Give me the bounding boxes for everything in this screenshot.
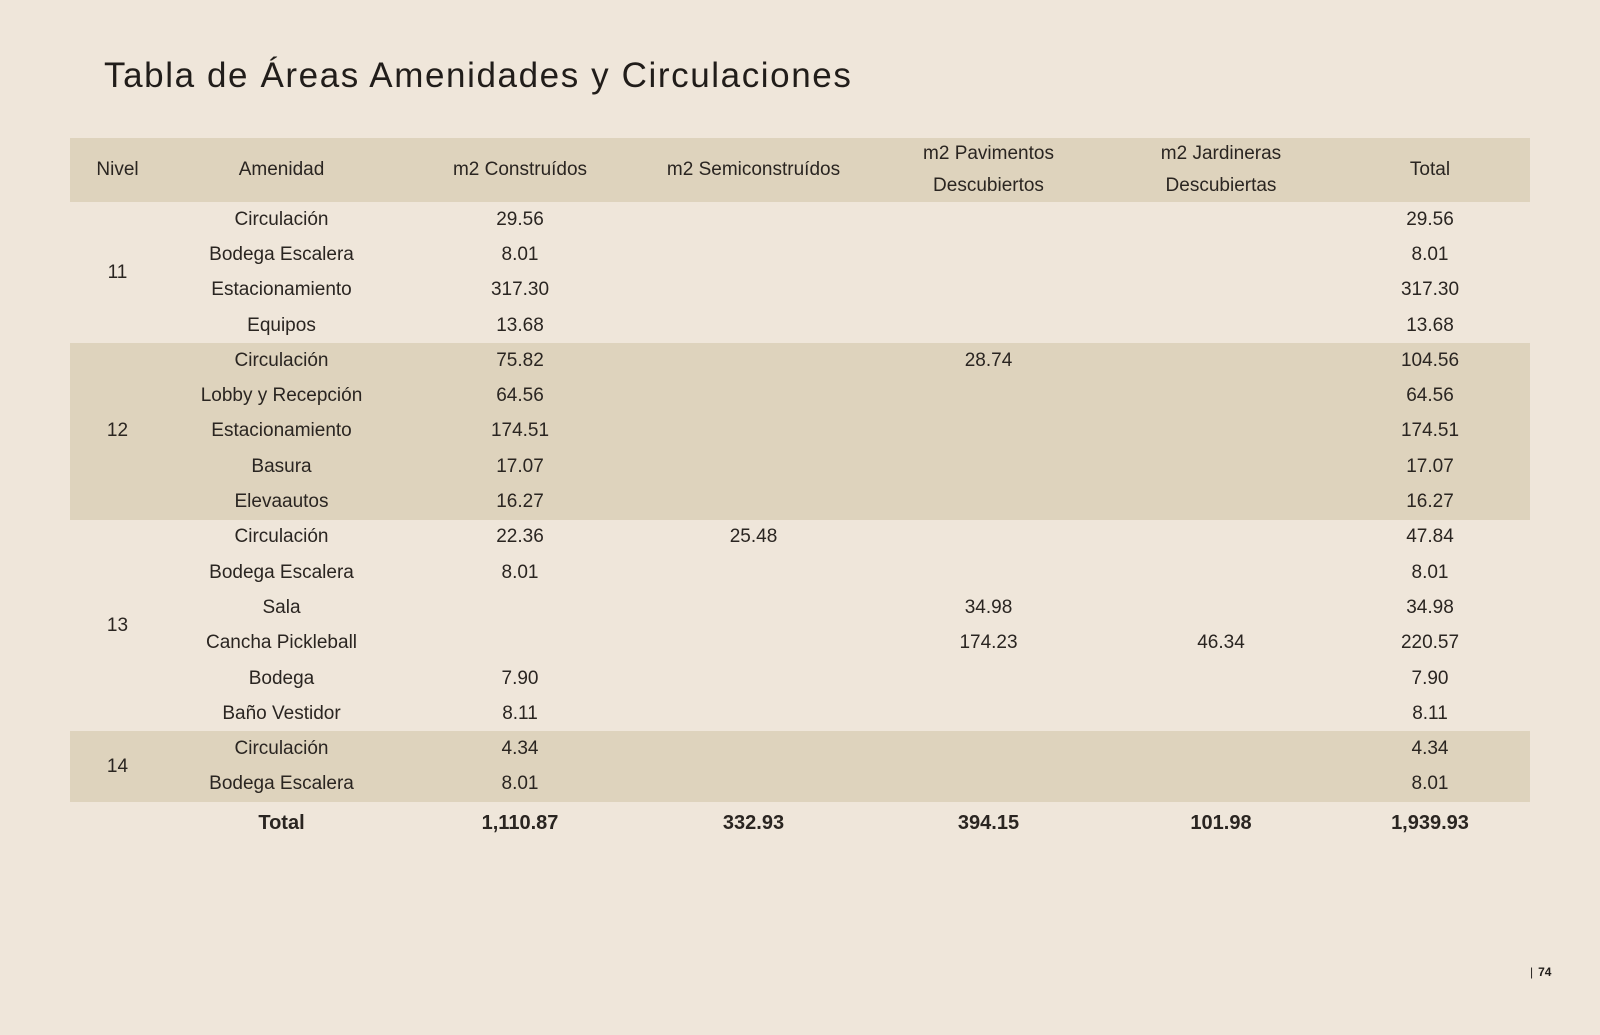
header-pavimentos: [865, 138, 1112, 202]
cell-amenidad: Cancha Pickleball: [205, 632, 358, 654]
cell-construidos: 17.07: [398, 449, 642, 484]
page-title: Tabla de Áreas Amenidades y Circulaciones: [104, 56, 853, 95]
cell-semiconstruidos: [642, 414, 865, 449]
total-pavimentos: 394.15: [957, 811, 1020, 834]
header-amenidad: Amenidad: [165, 138, 398, 202]
cell-amenidad: Circulación: [165, 731, 398, 766]
cell-pavimentos: [865, 661, 1112, 696]
cell-total: 64.56: [1330, 378, 1530, 413]
cell-total: 8.01: [1411, 243, 1449, 265]
cell-semiconstruidos: [642, 767, 865, 802]
cell-construidos: [398, 590, 642, 625]
cell-total: 8.01: [1330, 767, 1530, 802]
cell-construidos: 75.82: [398, 343, 642, 378]
cell-jardineras: [1112, 449, 1330, 484]
cell-total: 174.51: [1330, 414, 1530, 449]
cell-pavimentos: [865, 696, 1112, 731]
cell-pavimentos: [865, 378, 1112, 413]
table-row: [70, 414, 1530, 449]
cell-pavimentos: [865, 449, 1112, 484]
cell-pavimentos: [865, 202, 1112, 237]
cell-semiconstruidos: [642, 343, 865, 378]
cell-pavimentos: [865, 414, 1112, 449]
cell-total: 29.56: [1406, 208, 1454, 230]
cell-semiconstruidos: [642, 696, 865, 731]
cell-construidos: 174.51: [398, 414, 642, 449]
cell-total: 13.68: [1406, 314, 1454, 336]
total-construidos: 1,110.87: [481, 811, 559, 834]
cell-jardineras: [1112, 520, 1330, 555]
cell-amenidad: Bodega: [248, 667, 315, 689]
total-semiconstruidos: 332.93: [722, 811, 785, 834]
cell-semiconstruidos: 25.48: [729, 526, 778, 548]
header-row: [70, 138, 1530, 202]
cell-amenidad: Basura: [165, 449, 398, 484]
table-row: [70, 731, 1530, 766]
cell-construidos: 7.90: [501, 667, 539, 689]
page-number-value: 74: [1538, 965, 1552, 979]
cell-pavimentos: 174.23: [959, 632, 1018, 654]
cell-total: 47.84: [1406, 526, 1454, 548]
cell-total: 317.30: [1400, 279, 1460, 301]
areas-table: [70, 138, 1530, 844]
cell-amenidad: Estacionamiento: [165, 414, 398, 449]
cell-nivel: 13: [106, 614, 129, 636]
cell-jardineras: [1112, 555, 1330, 590]
cell-construidos: 22.36: [496, 526, 544, 548]
cell-total: 8.01: [1411, 561, 1449, 583]
totals-label: Total: [258, 811, 305, 834]
table-row: [70, 273, 1530, 308]
cell-total: 7.90: [1411, 667, 1449, 689]
cell-total: 16.27: [1330, 484, 1530, 519]
cell-jardineras: [1112, 590, 1330, 625]
header-construidos: m2 Construídos: [398, 138, 642, 202]
cell-amenidad: Elevaautos: [165, 484, 398, 519]
total-jardineras: 101.98: [1190, 811, 1252, 834]
cell-jardineras: [1112, 696, 1330, 731]
cell-jardineras: [1112, 484, 1330, 519]
cell-pavimentos: [865, 308, 1112, 343]
header-nivel: Nivel: [70, 138, 165, 202]
cell-construidos: 64.56: [398, 378, 642, 413]
header-semiconstruidos: m2 Semiconstruídos: [642, 138, 865, 202]
cell-amenidad: Bodega Escalera: [209, 561, 354, 583]
cell-semiconstruidos: [642, 273, 865, 308]
cell-semiconstruidos: [642, 555, 865, 590]
table-row: [70, 555, 1530, 590]
cell-pavimentos: [865, 731, 1112, 766]
cell-amenidad: Circulación: [234, 526, 329, 548]
cell-amenidad: Bodega Escalera: [165, 767, 398, 802]
cell-construidos: 8.01: [501, 561, 539, 583]
cell-construidos: 8.01: [501, 243, 539, 265]
cell-pavimentos: [865, 484, 1112, 519]
header-jardineras: [1112, 138, 1330, 202]
table-row: [70, 378, 1530, 413]
cell-amenidad: Sala: [262, 596, 301, 618]
table-row: [70, 202, 1530, 237]
table-row: [70, 484, 1530, 519]
cell-total: 4.34: [1330, 731, 1530, 766]
cell-total: 220.57: [1400, 632, 1460, 654]
cell-pavimentos: [865, 237, 1112, 272]
cell-semiconstruidos: [642, 378, 865, 413]
table-row: [70, 237, 1530, 272]
table-row: [70, 626, 1530, 661]
totals-row: [70, 802, 1530, 844]
cell-jardineras: [1112, 308, 1330, 343]
cell-jardineras: [1112, 731, 1330, 766]
cell-amenidad: Circulación: [165, 343, 398, 378]
header-jardineras-line1: m2 Jardineras: [1160, 143, 1282, 164]
cell-semiconstruidos: [642, 661, 865, 696]
cell-construidos: 8.01: [398, 767, 642, 802]
header-pavimentos-line2: Descubiertos: [933, 175, 1044, 196]
cell-pavimentos: [865, 555, 1112, 590]
cell-jardineras: [1112, 237, 1330, 272]
header-pavimentos-line1: m2 Pavimentos: [923, 143, 1054, 164]
table-header: [70, 138, 1530, 202]
cell-pavimentos: [865, 520, 1112, 555]
grand-total: 1,939.93: [1391, 811, 1469, 834]
cell-semiconstruidos: [642, 731, 865, 766]
table-row: [70, 590, 1530, 625]
cell-pavimentos: [865, 767, 1112, 802]
cell-construidos: 317.30: [490, 279, 550, 301]
cell-total: 104.56: [1330, 343, 1530, 378]
cell-nivel: 12: [70, 343, 165, 519]
table-row: [70, 696, 1530, 731]
cell-jardineras: [1112, 414, 1330, 449]
cell-semiconstruidos: [642, 202, 865, 237]
cell-construidos: 29.56: [496, 208, 544, 230]
header-total: Total: [1330, 138, 1530, 202]
cell-pavimentos: 28.74: [865, 343, 1112, 378]
cell-semiconstruidos: [642, 626, 865, 661]
cell-semiconstruidos: [642, 237, 865, 272]
cell-total: 34.98: [1406, 596, 1454, 618]
table-row: [70, 661, 1530, 696]
table-body: [70, 202, 1530, 844]
cell-jardineras: [1112, 202, 1330, 237]
header-jardineras-line2: Descubiertas: [1165, 175, 1277, 196]
table-row: [70, 343, 1530, 378]
cell-construidos: 13.68: [496, 314, 544, 336]
cell-amenidad: Circulación: [234, 208, 329, 230]
page-number: [1530, 965, 1551, 979]
cell-pavimentos: 34.98: [964, 596, 1013, 618]
cell-semiconstruidos: [642, 308, 865, 343]
table-row: [70, 520, 1530, 555]
cell-total: 8.11: [1412, 702, 1448, 724]
table-row: [70, 308, 1530, 343]
cell-jardineras: [1112, 343, 1330, 378]
cell-construidos: [398, 626, 642, 661]
cell-amenidad: Bodega Escalera: [209, 243, 354, 265]
cell-semiconstruidos: [642, 449, 865, 484]
cell-construidos: 4.34: [398, 731, 642, 766]
cell-construidos: 8.11: [502, 702, 538, 724]
cell-jardineras: [1112, 273, 1330, 308]
cell-amenidad: Equipos: [247, 314, 316, 336]
cell-nivel: 14: [70, 731, 165, 802]
cell-semiconstruidos: [642, 484, 865, 519]
cell-construidos: 16.27: [398, 484, 642, 519]
table-row: [70, 767, 1530, 802]
cell-pavimentos: [865, 273, 1112, 308]
table-row: [70, 449, 1530, 484]
cell-jardineras: [1112, 378, 1330, 413]
cell-nivel: 11: [107, 261, 128, 283]
cell-amenidad: Baño Vestidor: [222, 702, 341, 724]
page-number-divider: |: [1530, 965, 1534, 979]
cell-semiconstruidos: [642, 590, 865, 625]
cell-amenidad: Estacionamiento: [211, 279, 352, 301]
cell-jardineras: 46.34: [1197, 632, 1245, 654]
cell-jardineras: [1112, 767, 1330, 802]
totals-blank-cell: [70, 802, 165, 844]
cell-total: 17.07: [1330, 449, 1530, 484]
cell-amenidad: Lobby y Recepción: [165, 378, 398, 413]
cell-jardineras: [1112, 661, 1330, 696]
